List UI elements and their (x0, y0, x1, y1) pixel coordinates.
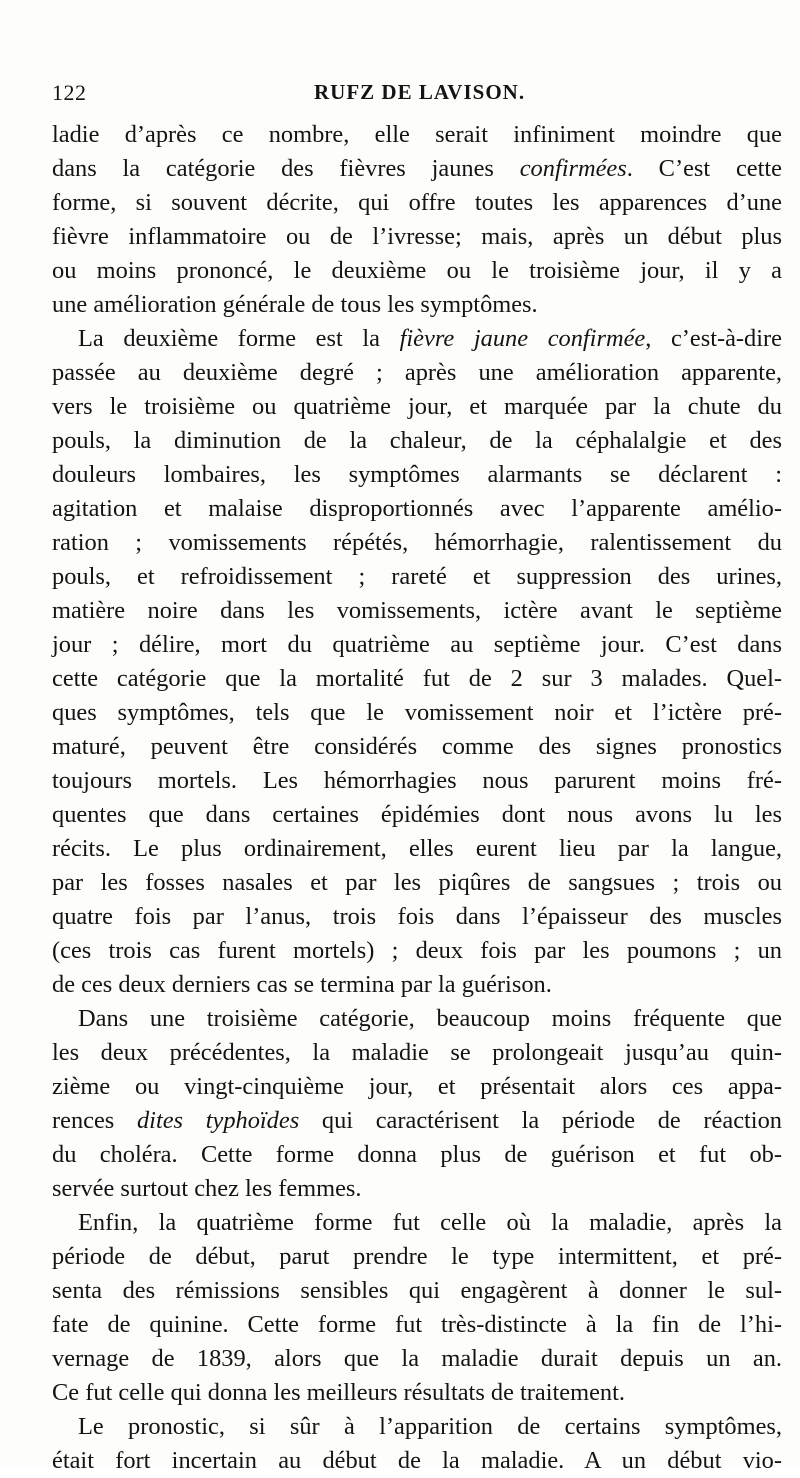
text-run: fate de quinine. Cette forme fut très-distincte à la fin de l’hi- (52, 1311, 782, 1338)
text-line (52, 730, 782, 764)
text-run: de ces deux derniers cas se termina par la guérison. (52, 971, 552, 998)
text-line (52, 1172, 782, 1206)
text-run: quentes que dans certaines épidémies dont nous avons lu les (52, 801, 782, 828)
text-line (52, 1274, 782, 1308)
text-run: période de début, parut prendre le type intermittent, et pré- (52, 1243, 782, 1270)
text-run: du choléra. Cette forme donna plus de guérison et fut ob- (52, 1141, 782, 1168)
text-line (52, 118, 782, 152)
text-run: agitation et malaise disproportionnés avec l’apparente amélio- (52, 495, 782, 522)
text-line (52, 1070, 782, 1104)
text-line (52, 254, 782, 288)
text-run: vers le troisième ou quatrième jour, et marquée par la chute du (52, 393, 782, 420)
italic-text: fièvre jaune confirmée (399, 325, 646, 352)
text-line (52, 832, 782, 866)
text-run: ration ; vomissements répétés, hémorrhagie, ralentissement du (52, 529, 782, 556)
text-line (52, 934, 782, 968)
text-line (52, 1240, 782, 1274)
text-run: qui caractérisent la période de réaction (299, 1107, 782, 1134)
text-run: toujours mortels. Les hémorrhagies nous parurent moins fré- (52, 767, 782, 794)
running-head: RUFZ DE LAVISON. (314, 80, 526, 104)
text-line (52, 424, 782, 458)
text-line (52, 1138, 782, 1172)
text-line (52, 186, 782, 220)
text-run: jour ; délire, mort du quatrième au septième jour. C’est dans (52, 631, 782, 658)
text-run: zième ou vingt-cinquième jour, et présentait alors ces appa- (52, 1073, 782, 1100)
text-line (52, 492, 782, 526)
text-line (52, 390, 782, 424)
text-run: une amélioration générale de tous les symptômes. (52, 291, 538, 318)
text-run: les deux précédentes, la maladie se prolongeait jusqu’au quin- (52, 1039, 782, 1066)
text-run: , c’est-à-dire (645, 325, 782, 352)
text-line (52, 1410, 782, 1444)
text-line (52, 560, 782, 594)
text-run: Dans une troisième catégorie, beaucoup moins fréquente que (78, 1005, 782, 1032)
text-line (52, 1342, 782, 1376)
text-line (52, 526, 782, 560)
text-run: était fort incertain au début de la maladie. A un début vio- (52, 1447, 782, 1474)
text-line (52, 1206, 782, 1240)
text-run: ou moins prononcé, le deuxième ou le troisième jour, il y a (52, 257, 782, 284)
text-run: pouls, et refroidissement ; rareté et suppression des urines, (52, 563, 782, 590)
text-run: récits. Le plus ordinairement, elles eurent lieu par la langue, (52, 835, 782, 862)
text-run: Le pronostic, si sûr à l’apparition de certains symptômes, (78, 1413, 782, 1440)
text-line (52, 152, 782, 186)
text-line (52, 288, 782, 322)
body-text (52, 118, 782, 1478)
text-line (52, 764, 782, 798)
text-run: senta des rémissions sensibles qui engagèrent à donner le sul- (52, 1277, 782, 1304)
text-run: passée au deuxième degré ; après une amélioration apparente, (52, 359, 782, 386)
page-number: 122 (52, 80, 87, 105)
text-run: cette catégorie que la mortalité fut de 2 sur 3 malades. Quel- (52, 665, 782, 692)
text-line (52, 220, 782, 254)
text-line (52, 1444, 782, 1478)
italic-text: dites typhoïdes (136, 1107, 300, 1134)
text-run: (ces trois cas furent mortels) ; deux fois par les poumons ; un (52, 937, 782, 964)
text-run: La deuxième forme est la (78, 325, 400, 352)
text-line (52, 1002, 782, 1036)
text-run: quatre fois par l’anus, trois fois dans l’épaisseur des muscles (52, 903, 782, 930)
italic-text: confirmées (519, 155, 627, 182)
text-run: rences (52, 1107, 137, 1134)
text-line (52, 1104, 782, 1138)
text-line (52, 662, 782, 696)
text-run: forme, si souvent décrite, qui offre toutes les apparences d’une (52, 189, 782, 216)
text-run: . C’est cette (626, 155, 782, 182)
text-run: pouls, la diminution de la chaleur, de la céphalalgie et des (52, 427, 782, 454)
text-line (52, 900, 782, 934)
text-line (52, 798, 782, 832)
text-line (52, 968, 782, 1002)
text-run: dans la catégorie des fièvres jaunes (52, 155, 520, 182)
text-line (52, 696, 782, 730)
text-run: ladie d’après ce nombre, elle serait infiniment moindre que (52, 121, 782, 148)
text-line (52, 356, 782, 390)
text-line (52, 458, 782, 492)
text-run: Enfin, la quatrième forme fut celle où la maladie, après la (78, 1209, 782, 1236)
text-run: servée surtout chez les femmes. (52, 1175, 362, 1202)
text-line (52, 1308, 782, 1342)
text-line (52, 1376, 782, 1410)
page-header (52, 80, 770, 116)
text-run: fièvre inflammatoire ou de l’ivresse; mais, après un début plus (52, 223, 782, 250)
text-line (52, 322, 782, 356)
text-run: douleurs lombaires, les symptômes alarmants se déclarent : (52, 461, 782, 488)
text-run: Ce fut celle qui donna les meilleurs résultats de traitement. (52, 1379, 626, 1406)
text-run: par les fosses nasales et par les piqûres de sangsues ; trois ou (52, 869, 782, 896)
text-run: ques symptômes, tels que le vomissement noir et l’ictère pré- (52, 699, 782, 726)
text-line (52, 866, 782, 900)
text-run: vernage de 1839, alors que la maladie durait depuis un an. (52, 1345, 782, 1372)
text-line (52, 1036, 782, 1070)
text-run: maturé, peuvent être considérés comme des signes pronostics (52, 733, 782, 760)
text-run: matière noire dans les vomissements, ictère avant le septième (52, 597, 782, 624)
text-line (52, 594, 782, 628)
text-line (52, 628, 782, 662)
